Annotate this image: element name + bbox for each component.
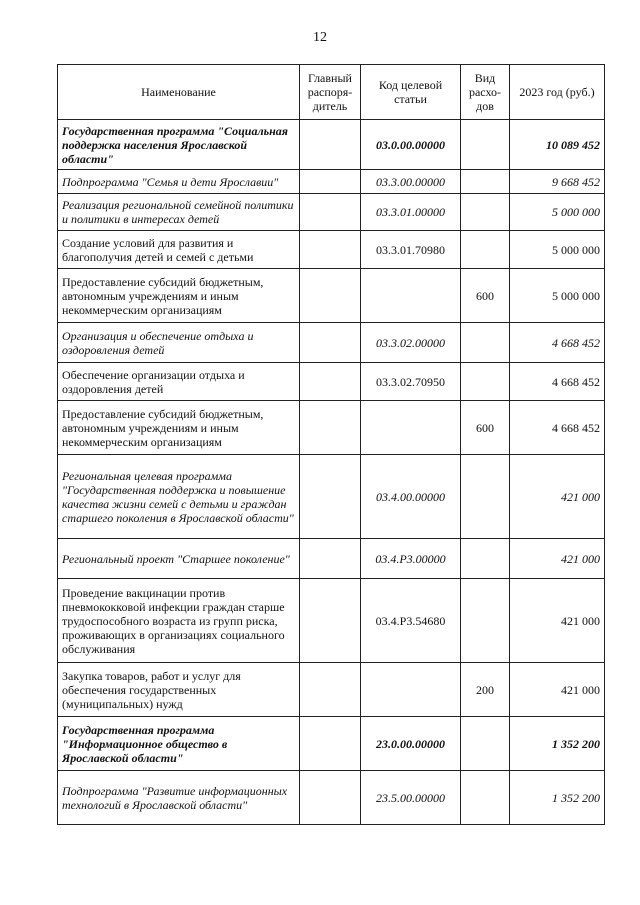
cell-amount: 4 668 452 bbox=[510, 363, 605, 401]
cell-name: Обеспечение организации отдыха и оздоровления детей bbox=[58, 363, 300, 401]
table-row bbox=[58, 539, 605, 579]
cell-name: Подпрограмма "Развитие информационных технологий в Ярославской области" bbox=[58, 771, 300, 825]
cell-expense bbox=[461, 323, 510, 363]
cell-expense: 600 bbox=[461, 269, 510, 323]
cell-code: 23.0.00.00000 bbox=[361, 717, 461, 771]
cell-code: 03.3.01.00000 bbox=[361, 194, 461, 231]
cell-code bbox=[361, 663, 461, 717]
cell-amount: 9 668 452 bbox=[510, 170, 605, 194]
cell-amount: 1 352 200 bbox=[510, 717, 605, 771]
cell-name: Проведение вакцинации против пневмококковой инфекции граждан старше трудоспособного возраста из групп риска, проживающих в организациях социального обслуживания bbox=[58, 579, 300, 663]
cell-expense bbox=[461, 170, 510, 194]
cell-admin bbox=[300, 194, 361, 231]
table-row bbox=[58, 771, 605, 825]
cell-code: 03.3.02.70950 bbox=[361, 363, 461, 401]
table-row bbox=[58, 231, 605, 269]
cell-expense bbox=[461, 120, 510, 170]
cell-name: Организация и обеспечение отдыха и оздоровления детей bbox=[58, 323, 300, 363]
cell-name: Государственная программа "Социальная поддержка населения Ярославской области" bbox=[58, 120, 300, 170]
cell-code: 03.3.01.70980 bbox=[361, 231, 461, 269]
cell-admin bbox=[300, 231, 361, 269]
cell-amount: 421 000 bbox=[510, 539, 605, 579]
cell-code: 03.3.00.00000 bbox=[361, 170, 461, 194]
cell-admin bbox=[300, 579, 361, 663]
cell-admin bbox=[300, 539, 361, 579]
cell-amount: 5 000 000 bbox=[510, 231, 605, 269]
cell-admin bbox=[300, 455, 361, 539]
cell-name: Предоставление субсидий бюджетным, автономным учреждениям и иным некоммерческим организациям bbox=[58, 269, 300, 323]
cell-code: 03.4.Р3.54680 bbox=[361, 579, 461, 663]
cell-name: Создание условий для развития и благополучия детей и семей с детьми bbox=[58, 231, 300, 269]
cell-amount: 421 000 bbox=[510, 579, 605, 663]
cell-expense bbox=[461, 231, 510, 269]
cell-code: 03.3.02.00000 bbox=[361, 323, 461, 363]
cell-code bbox=[361, 269, 461, 323]
cell-code: 03.0.00.00000 bbox=[361, 120, 461, 170]
cell-code bbox=[361, 401, 461, 455]
cell-expense bbox=[461, 771, 510, 825]
cell-amount: 421 000 bbox=[510, 455, 605, 539]
cell-admin bbox=[300, 120, 361, 170]
cell-expense bbox=[461, 194, 510, 231]
cell-amount: 421 000 bbox=[510, 663, 605, 717]
table-row bbox=[58, 717, 605, 771]
cell-name: Подпрограмма "Семья и дети Ярославии" bbox=[58, 170, 300, 194]
cell-amount: 4 668 452 bbox=[510, 323, 605, 363]
table-row bbox=[58, 401, 605, 455]
cell-admin bbox=[300, 717, 361, 771]
cell-code: 03.4.00.00000 bbox=[361, 455, 461, 539]
cell-expense: 600 bbox=[461, 401, 510, 455]
cell-admin bbox=[300, 363, 361, 401]
table-row bbox=[58, 269, 605, 323]
table-row bbox=[58, 323, 605, 363]
header-amount: 2023 год (руб.) bbox=[510, 65, 605, 120]
cell-amount: 1 352 200 bbox=[510, 771, 605, 825]
cell-expense bbox=[461, 579, 510, 663]
cell-name: Региональный проект "Старшее поколение" bbox=[58, 539, 300, 579]
cell-name: Закупка товаров, работ и услуг для обеспечения государственных (муниципальных) нужд bbox=[58, 663, 300, 717]
cell-expense bbox=[461, 363, 510, 401]
cell-name: Предоставление субсидий бюджетным, автономным учреждениям и иным некоммерческим организациям bbox=[58, 401, 300, 455]
page-number: 12 bbox=[313, 30, 327, 45]
cell-amount: 5 000 000 bbox=[510, 194, 605, 231]
table-row bbox=[58, 363, 605, 401]
table-row bbox=[58, 579, 605, 663]
table-row bbox=[58, 194, 605, 231]
cell-amount: 10 089 452 bbox=[510, 120, 605, 170]
header-name: Наименование bbox=[58, 65, 300, 120]
table-body bbox=[58, 120, 605, 825]
budget-table bbox=[57, 64, 605, 825]
header-expense: Вид расхо-дов bbox=[461, 65, 510, 120]
header-admin: Главный распоря-дитель bbox=[300, 65, 361, 120]
cell-admin bbox=[300, 771, 361, 825]
cell-admin bbox=[300, 269, 361, 323]
table-row bbox=[58, 120, 605, 170]
cell-expense bbox=[461, 455, 510, 539]
cell-name: Реализация региональной семейной политики и политики в интересах детей bbox=[58, 194, 300, 231]
cell-expense bbox=[461, 717, 510, 771]
cell-code: 03.4.Р3.00000 bbox=[361, 539, 461, 579]
cell-admin bbox=[300, 170, 361, 194]
cell-admin bbox=[300, 323, 361, 363]
cell-name: Региональная целевая программа "Государственная поддержка и повышение качества жизни семей с детьми и граждан старшего поколения в Ярославской области" bbox=[58, 455, 300, 539]
table-header-row bbox=[58, 65, 605, 120]
cell-name: Государственная программа "Информационное общество в Ярославской области" bbox=[58, 717, 300, 771]
table-row bbox=[58, 663, 605, 717]
cell-admin bbox=[300, 401, 361, 455]
cell-amount: 4 668 452 bbox=[510, 401, 605, 455]
cell-amount: 5 000 000 bbox=[510, 269, 605, 323]
cell-code: 23.5.00.00000 bbox=[361, 771, 461, 825]
cell-admin bbox=[300, 663, 361, 717]
table-row bbox=[58, 455, 605, 539]
header-code: Код целевой статьи bbox=[361, 65, 461, 120]
cell-expense: 200 bbox=[461, 663, 510, 717]
table-row bbox=[58, 170, 605, 194]
cell-expense bbox=[461, 539, 510, 579]
